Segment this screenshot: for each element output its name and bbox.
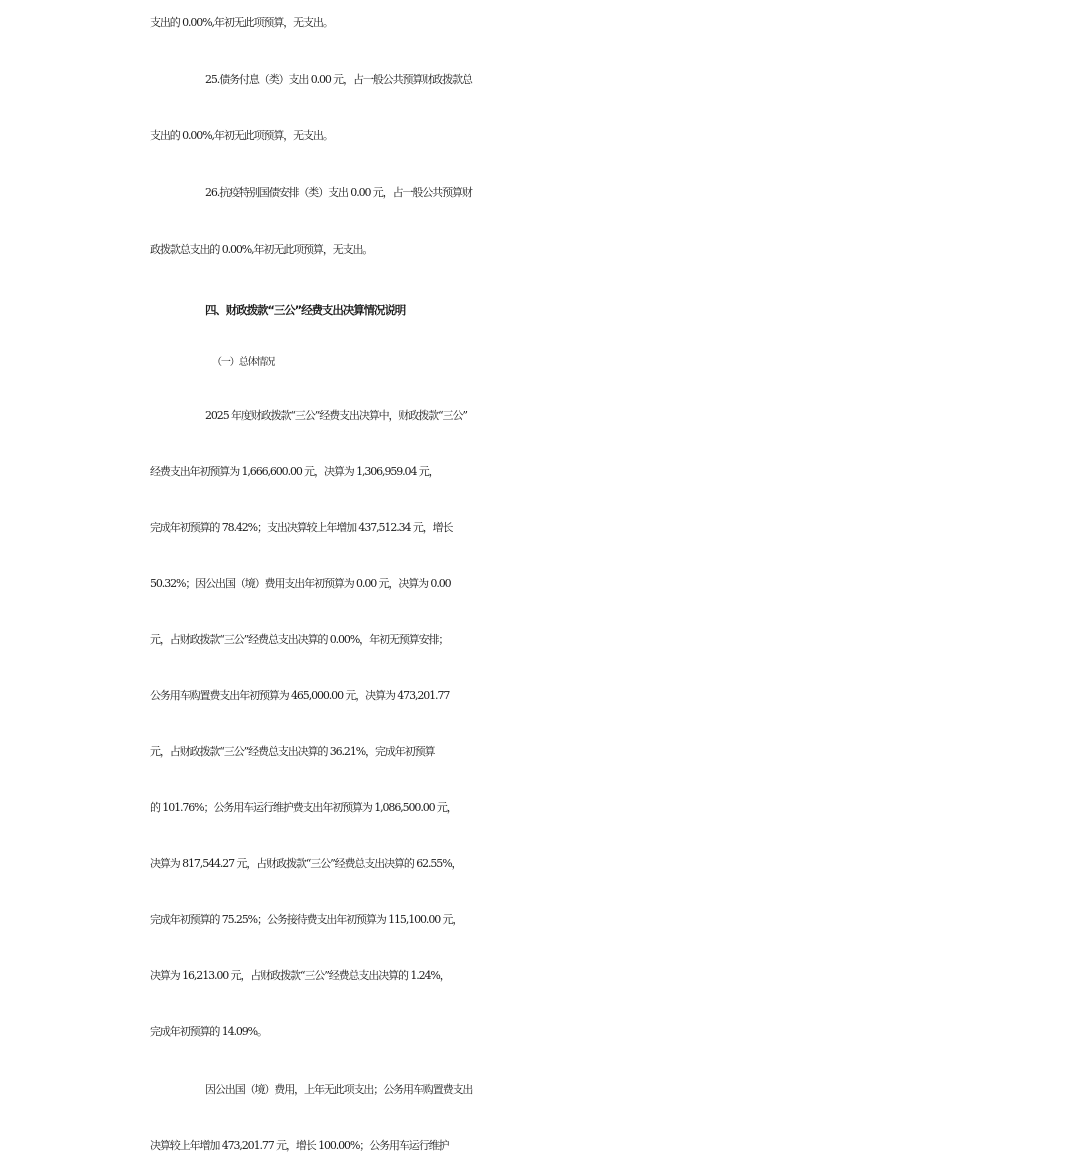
paragraph-line: 完成年初预算的 14.09%。 bbox=[150, 1025, 267, 1038]
paragraph-line: 政拨款总支出的 0.00%,年初无此项预算，无支出。 bbox=[150, 243, 373, 256]
paragraph-line: 完成年初预算的 75.25%；公务接待费支出年初预算为 115,100.00 元， bbox=[150, 913, 463, 926]
paragraph-line: 决算较上年增加 473,201.77 元，增长 100.00%；公务用车运行维护 bbox=[150, 1139, 449, 1152]
paragraph-line: 决算为 16,213.00 元，占财政拨款“三公”经费总支出决算的 1.24%， bbox=[150, 969, 450, 982]
paragraph-line: 支出的 0.00%,年初无此项预算，无支出。 bbox=[150, 16, 333, 29]
paragraph-line: 元，占财政拨款“三公”经费总支出决算的 36.21%，完成年初预算 bbox=[150, 745, 435, 758]
paragraph-line: 决算为 817,544.27 元，占财政拨款“三公”经费总支出决算的 62.55%， bbox=[150, 857, 462, 870]
paragraph-line: 25.债务付息（类）支出 0.00 元，占一般公共预算财政拨款总 bbox=[205, 73, 472, 86]
paragraph-line: 50.32%；因公出国（境）费用支出年初预算为 0.00 元，决算为 0.00 bbox=[150, 577, 451, 590]
paragraph-line: 元，占财政拨款“三公”经费总支出决算的 0.00%，年初无预算安排； bbox=[150, 633, 449, 646]
section-heading: 四、财政拨款“三公”经费支出决算情况说明 bbox=[205, 303, 406, 317]
paragraph-line: 公务用车购置费支出年初预算为 465,000.00 元，决算为 473,201.77 bbox=[150, 689, 450, 702]
paragraph-line: 支出的 0.00%,年初无此项预算，无支出。 bbox=[150, 129, 333, 142]
paragraph-line: 因公出国（境）费用，上年无此项支出；公务用车购置费支出 bbox=[205, 1083, 473, 1096]
paragraph-line: 2025 年度财政拨款“三公”经费支出决算中，财政拨款“三公” bbox=[205, 409, 467, 422]
subsection-heading: （一）总体情况 bbox=[212, 357, 275, 368]
paragraph-line: 的 101.76%；公务用车运行维护费支出年初预算为 1,086,500.00 元， bbox=[150, 801, 457, 814]
paragraph-line: 完成年初预算的 78.42%；支出决算较上年增加 437,512.34 元，增长 bbox=[150, 521, 453, 534]
paragraph-line: 26.抗疫特别国债安排（类）支出 0.00 元，占一般公共预算财 bbox=[205, 186, 472, 199]
paragraph-line: 经费支出年初预算为 1,666,600.00 元，决算为 1,306,959.04 元， bbox=[150, 465, 439, 478]
